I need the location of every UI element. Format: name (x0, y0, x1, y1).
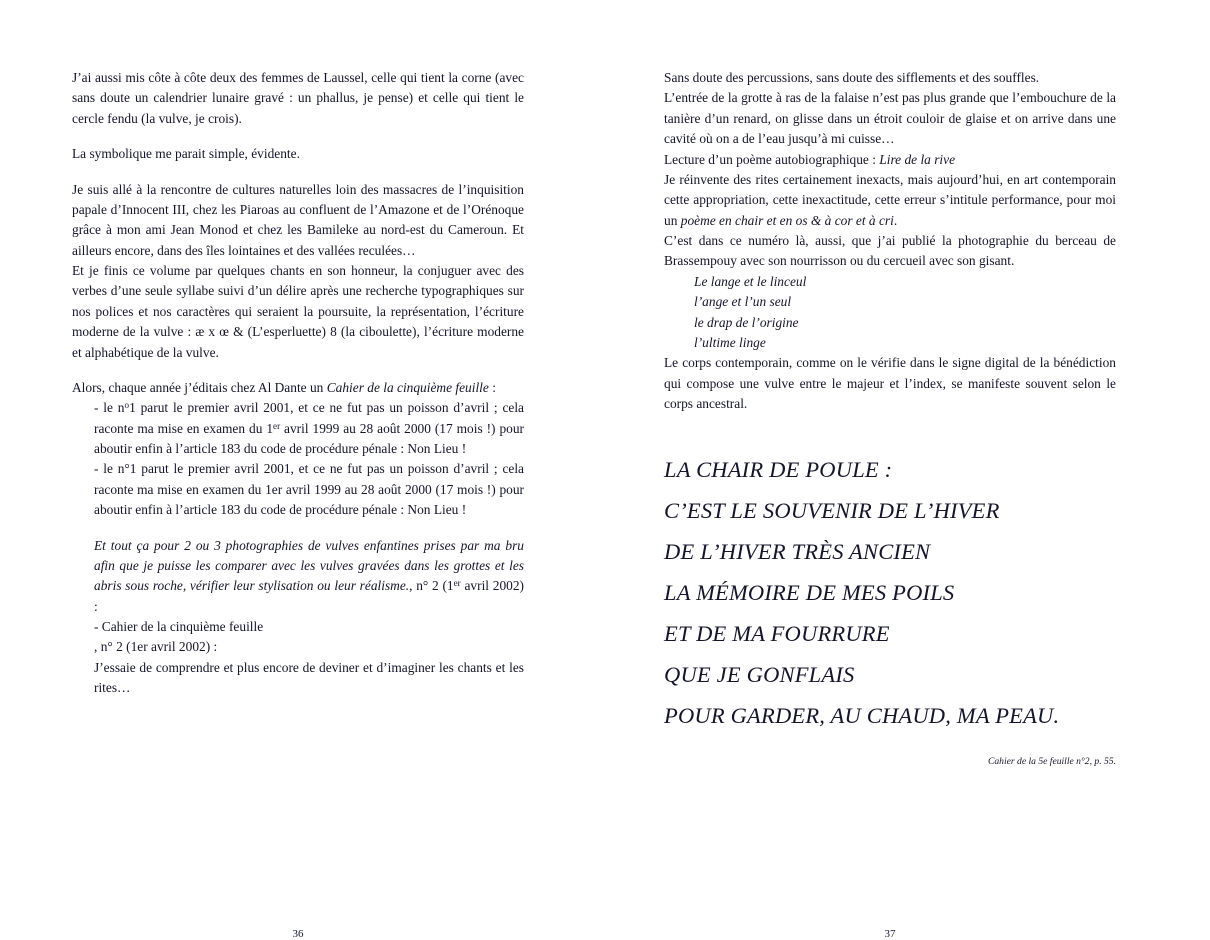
paragraph: Et tout ça pour 2 ou 3 photographies de vulves enfantines prises par ma bru afin que je puisse les comparer avec les vulves gravées dans les grottes et les abris sous roche, vérifier leur stylisation ou leur réalisme., n° 2 (1er avril 2002) : (94, 537, 524, 614)
paragraph: , n° 2 (1er avril 2002) : (94, 639, 218, 655)
poem-line: LA MÉMOIRE DE MES POILS (664, 580, 955, 606)
paragraph: La symbolique me parait simple, évidente. (72, 146, 300, 162)
right-page (664, 68, 1116, 940)
poem-line: ET DE MA FOURRURE (664, 621, 890, 647)
page-number-right: 37 (884, 928, 896, 940)
left-page (72, 68, 524, 940)
paragraph: Le corps contemporain, comme on le vérifie dans le signe digital de la bénédiction qui compose une vulve entre le majeur et l’index, se manifeste souvent selon le corps ancestral. (664, 355, 1116, 411)
paragraph: L’entrée de la grotte à ras de la falaise n’est pas plus grande que l’embouchure de la tanière d’un renard, on glisse dans un étroit couloir de glaise et on arrive dans une cavité où on a de l’eau jusqu’à mi cuisse… (664, 90, 1116, 147)
italic-phrase: poème en chair et en os & à cor et à cri (680, 212, 894, 228)
display-poem (664, 450, 1116, 737)
paragraph: - Cahier de la cinquième feuille (94, 619, 264, 634)
verse-line: l’ultime linge (694, 334, 766, 350)
verse-line: Le lange et le linceul (694, 273, 807, 289)
poem-line: C’EST LE SOUVENIR DE L’HIVER (664, 498, 1000, 524)
verse-block (664, 272, 1116, 354)
verse-line: le drap de l’origine (694, 314, 799, 330)
paragraph-text: Lecture d’un poème autobiographique : (664, 151, 880, 167)
verse-line: l’ange et l’un seul (694, 294, 792, 310)
paragraph: Je suis allé à la rencontre de cultures naturelles loin des massacres de l’inquisition papale d’Innocent III, chez les Piaroas au confluent de l’Amazone et de l’Orénoque grâce à mon ami Jean Monod et chez les Bamileke au nord-est du Cameroun. Et ailleurs encore, dans des îles lointaines et des vallées reculées… (72, 181, 524, 258)
poem-line: POUR GARDER, AU CHAUD, MA PEAU. (664, 703, 1060, 728)
poem-line: LA CHAIR DE POULE : (664, 457, 893, 483)
italic-title: Et tout ça pour 2 ou 3 photographies de vulves enfantines prises par ma bru afin que je puisse les comparer avec les vulves gravées dans les grottes et les abris sous roche, vérifier leur stylisation ou leur réalisme. (94, 537, 524, 594)
paragraph (72, 378, 524, 398)
paragraph (664, 150, 1116, 170)
left-page-text-column (72, 68, 524, 699)
italic-title: Cahier de la cinquième feuille (326, 379, 489, 395)
paragraph: Et je finis ce volume par quelques chants en son honneur, la conjuguer avec des verbes d’une seule syllabe suivi d’un délire après une recherche typographiques sur nos polices et nos caractères qui seraient la poursuite, la représentation, l’écriture moderne de la vulve : æ x œ & (L’esperluette) 8 (la ciboulette), l’écriture moderne et alphabétique de la vulve. (72, 263, 524, 360)
italic-title: Lire de la rive (879, 151, 956, 167)
paragraph: Sans doute des percussions, sans doute des sifflements et des souffles. (664, 70, 1040, 85)
paragraph-text: . (893, 212, 898, 228)
paragraph: J’ai aussi mis côte à côte deux des femmes de Laussel, celle qui tient la corne (avec sans doute un calendrier lunaire gravé : un phallus, je pense) et celle qui tient le cercle fendu (la vulve, je crois). (72, 70, 524, 126)
poem-source-credit: Cahier de la 5e feuille n°2, p. 55. (987, 755, 1116, 767)
poem-line: QUE JE GONFLAIS (664, 662, 855, 688)
right-page-text-column (664, 68, 1116, 770)
paragraph (664, 170, 1116, 231)
paragraph: J’essaie de comprendre et plus encore de deviner et d’imaginer les chants et les rites… (94, 659, 524, 696)
paragraph: C’est dans ce numéro là, aussi, que j’ai publié la photographie du berceau de Brassempouy avec son nourrisson ou du cercueil avec son gisant. (664, 233, 1116, 269)
paragraph-text: : (488, 379, 496, 395)
poem-line: DE L’HIVER TRÈS ANCIEN (664, 539, 931, 565)
paragraph: - le $n^o1$ parut le premier avril 2001, et ce ne fut pas un poisson d’avril ; cela raconte ma mise en examen du 1er avril 1999 au 28 août 2000 (17 mois !) pour aboutir enfin à l’article 183 du code de procédure pénale : Non Lieu ! (94, 400, 524, 456)
page-number-left: 36 (292, 928, 304, 940)
paragraph-text: Alors, chaque année j’éditais chez Al Dante un (72, 379, 327, 395)
paragraph: - le n°1 parut le premier avril 2001, et ce ne fut pas un poisson d’avril ; cela raconte ma mise en examen du 1er avril 1999 au 28 août 2000 (17 mois !) pour aboutir enfin à l’article 183 du code de procédure pénale : Non Lieu ! (94, 461, 524, 518)
paragraph-text: Je réinvente des rites certainement inexacts, mais aujourd’hui, en art contemporain cette appropriation, cette inexactitude, cette erreur s’intitule performance, pour moi un (664, 171, 1116, 228)
